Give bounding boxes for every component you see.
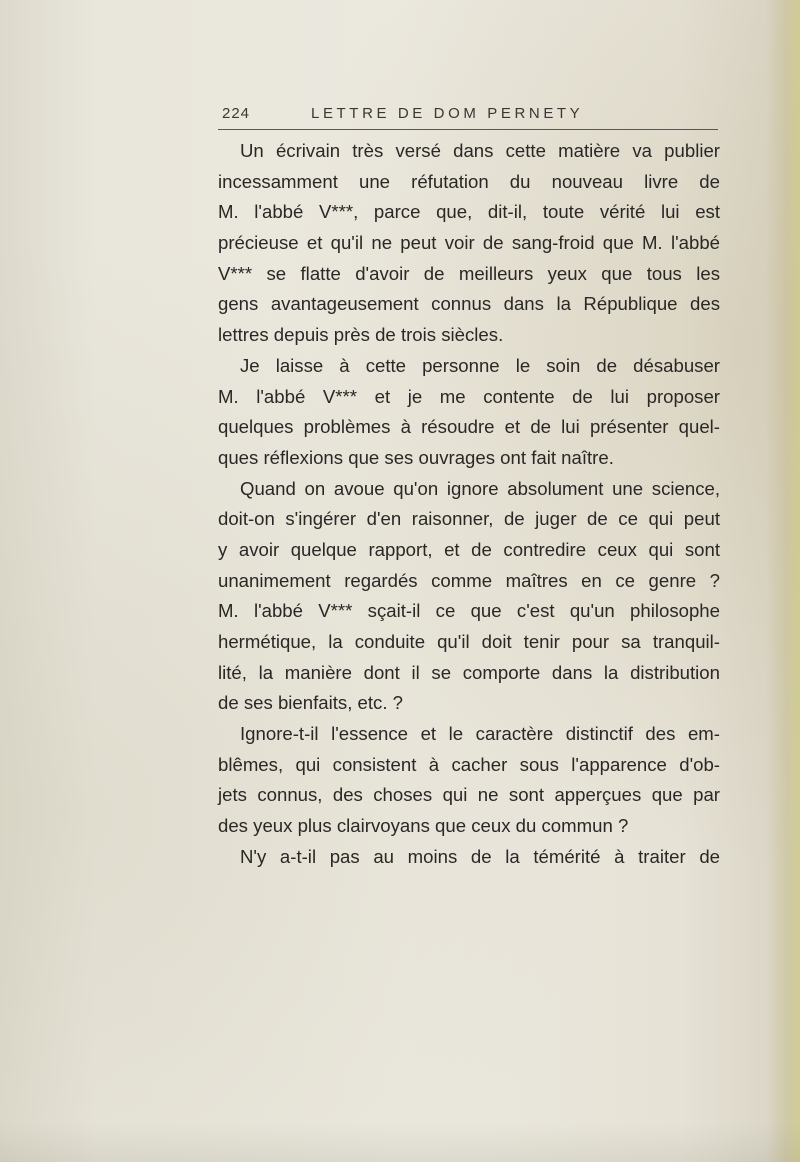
page-number: 224 <box>222 105 251 122</box>
text-line: y avoir quelque rapport, et de contredire ceux qui sont <box>218 538 720 560</box>
text-line: quelques problèmes à résoudre et de lui présenter quel- <box>218 416 720 438</box>
running-title: LETTRE DE DOM PERNETY <box>311 105 584 122</box>
text-line: lettres depuis près de trois siècles. <box>218 324 504 346</box>
text-line: M. l'abbé V*** et je me contente de lui proposer <box>218 385 720 407</box>
text-line: M. l'abbé V***, parce que, dit-il, toute vérité lui est <box>218 201 720 223</box>
text-line: incessamment une réfutation du nouveau livre de <box>218 170 720 192</box>
text-line: jets connus, des choses qui ne sont apperçues que par <box>218 784 720 806</box>
page-bottom-shadow <box>0 1122 800 1162</box>
header-rule <box>218 129 718 130</box>
text-line: blêmes, qui consistent à cacher sous l'apparence d'ob- <box>218 753 720 775</box>
text-line: gens avantageusement connus dans la République des <box>218 293 720 315</box>
text-line: doit-on s'ingérer d'en raisonner, de juger de ce qui peut <box>218 508 720 530</box>
text-line: Ignore-t-il l'essence et le caractère distinctif des em- <box>240 723 720 745</box>
text-line: unanimement regardés comme maîtres en ce genre ? <box>218 569 720 591</box>
text-line: M. l'abbé V*** sçait-il ce que c'est qu'un philosophe <box>218 600 720 622</box>
page-edge-shadow <box>766 0 800 1162</box>
text-line: Je laisse à cette personne le soin de désabuser <box>240 354 720 376</box>
text-line: N'y a-t-il pas au moins de la témérité à traiter de <box>240 845 720 867</box>
running-header <box>218 97 718 127</box>
text-line: lité, la manière dont il se comporte dans la distribution <box>218 661 720 683</box>
text-line: Un écrivain très versé dans cette matière va publier <box>240 140 720 161</box>
text-line: hermétique, la conduite qu'il doit tenir pour sa tranquil- <box>218 631 720 652</box>
text-line: ques réflexions que ses ouvrages ont fait naître. <box>218 446 614 468</box>
text-line: des yeux plus clairvoyans que ceux du commun ? <box>218 815 629 837</box>
text-line: Quand on avoue qu'on ignore absolument une science, <box>240 477 720 499</box>
text-line: V*** se flatte d'avoir de meilleurs yeux que tous les <box>218 262 720 284</box>
body-text <box>218 136 720 873</box>
text-line: de ses bienfaits, etc. ? <box>218 692 404 714</box>
text-line: précieuse et qu'il ne peut voir de sang-froid que M. l'abbé <box>218 232 720 254</box>
